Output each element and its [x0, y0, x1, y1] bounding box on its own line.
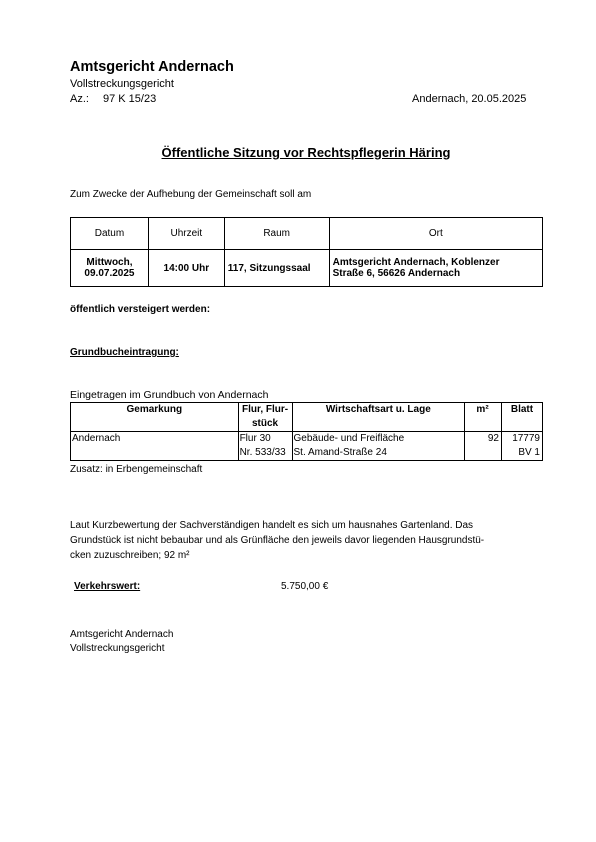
case-number	[70, 93, 156, 105]
cell-flurstueck: Nr. 533/33	[238, 446, 292, 461]
land-register-table	[70, 402, 543, 461]
header-wirtschaftsart: Wirtschaftsart u. Lage	[292, 403, 465, 432]
market-value-label: Verkehrswert:	[74, 581, 141, 592]
paragraph-line2: Grundstück ist nicht bebaubar und als Grünfläche den jeweils davor liegenden Hausgrundstü-	[70, 535, 485, 546]
table-row	[71, 432, 543, 447]
cell-m2: 92	[465, 432, 502, 447]
paragraph-line3: cken zuzuschreiben; 92 m²	[70, 550, 190, 561]
signature-court: Amtsgericht Andernach	[70, 629, 174, 640]
place-date: Andernach, 20.05.2025	[412, 93, 527, 105]
grundbuch-heading: Grundbucheintragung:	[70, 347, 179, 358]
header-flur-line2: stück	[251, 418, 279, 429]
session-date	[71, 250, 149, 287]
court-department: Vollstreckungsgericht	[70, 78, 174, 90]
header-flur-line1: Flur, Flur-	[241, 404, 289, 415]
document-headline: Öffentliche Sitzung vor Rechtspflegerin Häring	[161, 145, 451, 160]
header-blatt: Blatt	[502, 403, 543, 432]
zusatz-text: Zusatz: in Erbengemeinschaft	[70, 464, 203, 475]
session-table	[70, 217, 543, 287]
table-row	[71, 446, 543, 461]
session-date-weekday: Mittwoch,	[86, 257, 133, 268]
cell-flur: Flur 30	[238, 432, 292, 447]
header-flur	[238, 403, 292, 432]
case-number-value: 97 K 15/23	[103, 93, 157, 105]
header-uhrzeit: Uhrzeit	[148, 218, 224, 250]
auction-text: öffentlich versteigert werden:	[70, 304, 211, 315]
signature-department: Vollstreckungsgericht	[70, 643, 165, 654]
header-raum: Raum	[224, 218, 329, 250]
header-gemarkung: Gemarkung	[71, 403, 239, 432]
cell-lage: St. Amand-Straße 24	[292, 446, 465, 461]
header-datum: Datum	[71, 218, 149, 250]
market-value: 5.750,00 €	[281, 581, 329, 592]
cell-gemarkung: Andernach	[71, 432, 239, 447]
cell-wirtschaftsart: Gebäude- und Freifläche	[292, 432, 465, 447]
header-m2: m²	[465, 403, 502, 432]
session-place	[329, 250, 542, 287]
cell-blatt: 17779	[502, 432, 543, 447]
land-table-header	[71, 403, 543, 432]
court-name: Amtsgericht Andernach	[70, 59, 234, 75]
session-time: 14:00 Uhr	[148, 250, 224, 287]
valuation-paragraph	[70, 518, 540, 563]
paragraph-line1: Laut Kurzbewertung der Sachverständigen handelt es sich um hausnahes Gartenland. Das	[70, 520, 474, 531]
case-number-label: Az.:	[70, 93, 89, 105]
intro-text: Zum Zwecke der Aufhebung der Gemeinschaft soll am	[70, 189, 312, 200]
session-room: 117, Sitzungssaal	[224, 250, 329, 287]
session-table-row	[71, 250, 543, 287]
header-ort: Ort	[329, 218, 542, 250]
cell-bv: BV 1	[502, 446, 543, 461]
session-place-line1: Amtsgericht Andernach, Koblenzer	[332, 257, 500, 268]
session-table-header	[71, 218, 543, 250]
grundbuch-registered: Eingetragen im Grundbuch von Andernach	[70, 389, 269, 401]
session-place-line2: Straße 6, 56626 Andernach	[332, 268, 461, 279]
session-date-value: 09.07.2025	[84, 268, 135, 279]
